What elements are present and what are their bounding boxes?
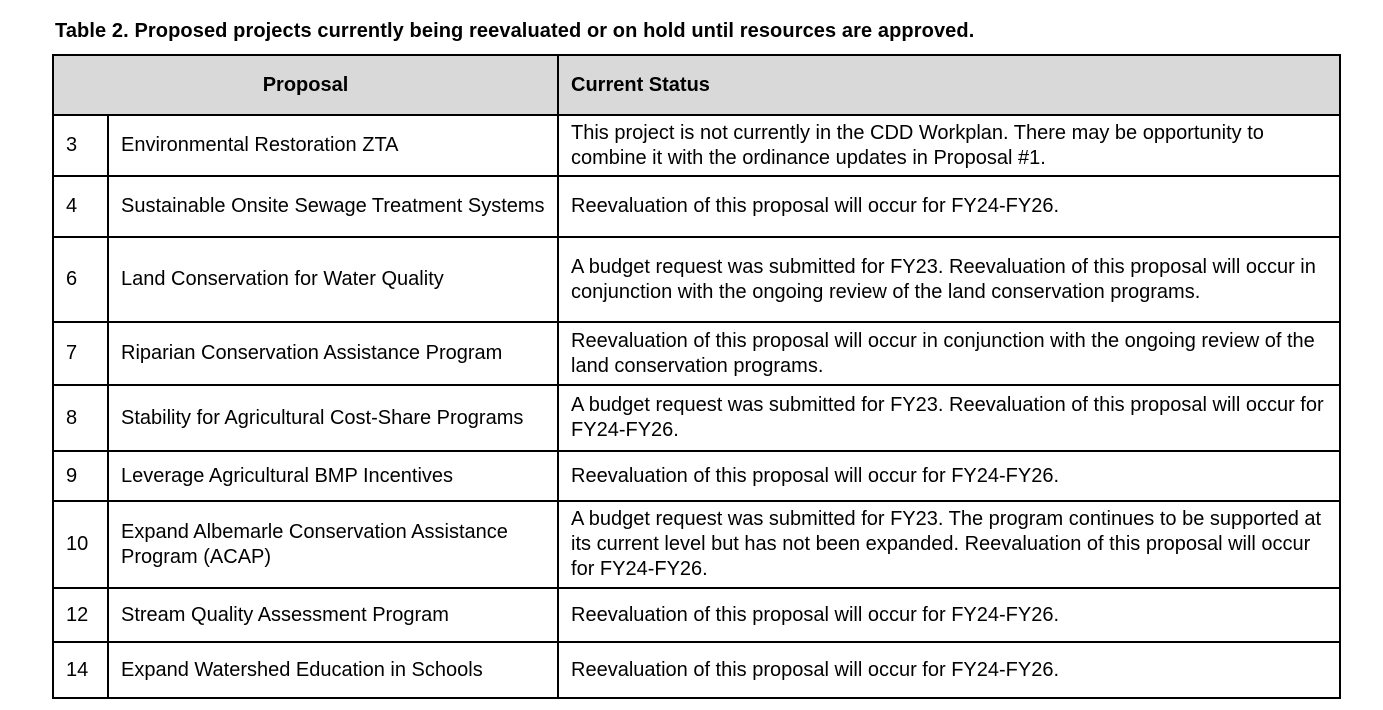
proposal-name: Sustainable Onsite Sewage Treatment Systems xyxy=(108,176,558,237)
proposal-name: Land Conservation for Water Quality xyxy=(108,237,558,322)
proposal-name: Leverage Agricultural BMP Incentives xyxy=(108,451,558,501)
proposal-number: 12 xyxy=(53,588,108,642)
table-row xyxy=(53,115,1340,176)
table-row xyxy=(53,322,1340,385)
proposal-number: 4 xyxy=(53,176,108,237)
proposal-name: Stream Quality Assessment Program xyxy=(108,588,558,642)
proposal-number: 6 xyxy=(53,237,108,322)
table-row xyxy=(53,237,1340,322)
table-row xyxy=(53,588,1340,642)
proposal-status: A budget request was submitted for FY23. Reevaluation of this proposal will occur in conjunction with the ongoing review of the land conservation programs. xyxy=(558,237,1340,322)
proposal-status: Reevaluation of this proposal will occur in conjunction with the ongoing review of the land conservation programs. xyxy=(558,322,1340,385)
proposal-name: Riparian Conservation Assistance Program xyxy=(108,322,558,385)
proposal-name: Expand Albemarle Conservation Assistance Program (ACAP) xyxy=(108,501,558,588)
proposal-number: 9 xyxy=(53,451,108,501)
proposal-name: Environmental Restoration ZTA xyxy=(108,115,558,176)
table-row xyxy=(53,642,1340,698)
proposal-status: A budget request was submitted for FY23. Reevaluation of this proposal will occur for FY24-FY26. xyxy=(558,385,1340,451)
proposal-number: 3 xyxy=(53,115,108,176)
proposal-status: Reevaluation of this proposal will occur for FY24-FY26. xyxy=(558,176,1340,237)
header-proposal: Proposal xyxy=(53,55,558,115)
proposal-status: Reevaluation of this proposal will occur for FY24-FY26. xyxy=(558,642,1340,698)
proposal-number: 10 xyxy=(53,501,108,588)
table-row xyxy=(53,176,1340,237)
table-row xyxy=(53,501,1340,588)
proposal-name: Expand Watershed Education in Schools xyxy=(108,642,558,698)
header-row xyxy=(53,55,1340,115)
proposals-table xyxy=(52,54,1341,699)
proposal-number: 7 xyxy=(53,322,108,385)
proposal-status: A budget request was submitted for FY23. The program continues to be supported at its current level but has not been expanded. Reevaluation of this proposal will occur for FY24-FY26. xyxy=(558,501,1340,588)
proposal-number: 8 xyxy=(53,385,108,451)
proposal-number: 14 xyxy=(53,642,108,698)
table-row xyxy=(53,385,1340,451)
table-caption: Table 2. Proposed projects currently being reevaluated or on hold until resources are approved. xyxy=(55,20,975,42)
proposal-status: This project is not currently in the CDD Workplan. There may be opportunity to combine it with the ordinance updates in Proposal #1. xyxy=(558,115,1340,176)
proposal-name: Stability for Agricultural Cost-Share Programs xyxy=(108,385,558,451)
proposal-status: Reevaluation of this proposal will occur for FY24-FY26. xyxy=(558,588,1340,642)
header-current-status: Current Status xyxy=(558,55,1340,115)
proposal-status: Reevaluation of this proposal will occur for FY24-FY26. xyxy=(558,451,1340,501)
table-row xyxy=(53,451,1340,501)
